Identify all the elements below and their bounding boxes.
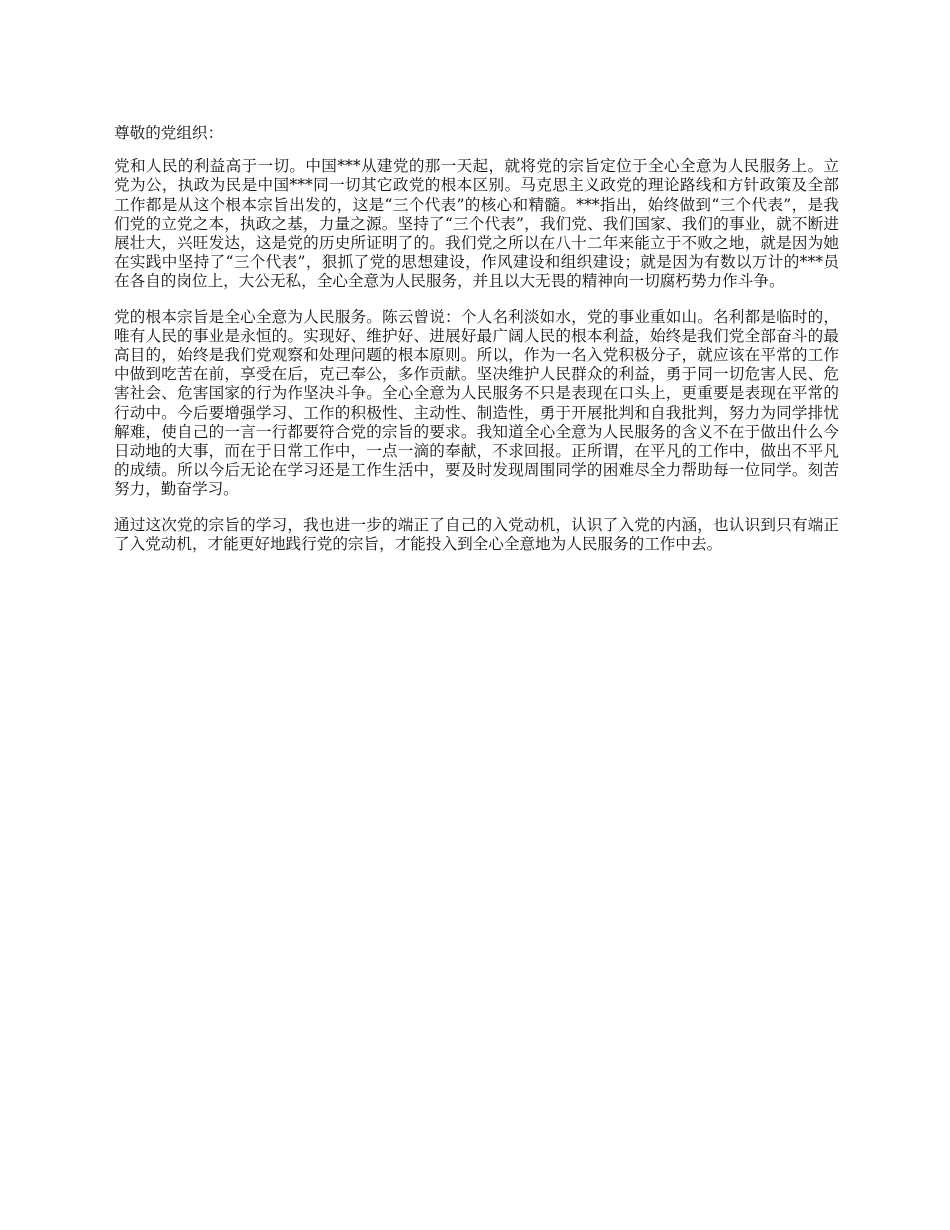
paragraph-2: 党的根本宗旨是全心全意为人民服务。陈云曾说：个人名利淡如水，党的事业重如山。名利都是临时的，唯有人民的事业是永恒的。实现好、维护好、进展好最广阔人民的根本利益，始终是我们党全部奋斗的最高目的，始终是我们党观察和处理问题的根本原则。所以，作为一名入党积极分子，就应该在平常的工作中做到吃苦在前，享受在后，克己奉公，多作贡献。坚决维护人民群众的利益，勇于同一切危害人民、危害社会、危害国家的行为作坚决斗争。全心全意为人民服务不只是表现在口头上，更重要是表现在平常的行动中。今后要增强学习、工作的积极性、主动性、制造性，勇于开展批判和自我批判，努力为同学排忧解难，使自己的一言一行都要符合党的宗旨的要求。我知道全心全意为人民服务的含义不在于做出什么今日动地的大事，而在于日常工作中，一点一滴的奉献，不求回报。正所谓，在平凡的工作中，做出不平凡的成绩。所以今后无论在学习还是工作生活中，要及时发现周围同学的困难尽全力帮助每一位同学。刻苦努力，勤奋学习。	[114, 307, 839, 499]
paragraph-3: 通过这次党的宗旨的学习，我也进一步的端正了自己的入党动机，认识了入党的内涵，也认识到只有端正了入党动机，才能更好地践行党的宗旨，才能投入到全心全意地为人民服务的工作中去。	[114, 515, 839, 553]
paragraph-1: 党和人民的利益高于一切。中国***从建党的那一天起，就将党的宗旨定位于全心全意为人民服务上。立党为公，执政为民是中国***同一切其它政党的根本区别。马克思主义政党的理论路线和方针政策及全部工作都是从这个根本宗旨出发的，这是“三个代表”的核心和精髓。***指出，始终做到“三个代表”，是我们党的立党之本，执政之基，力量之源。坚持了“三个代表”，我们党、我们国家、我们的事业，就不断进展壮大，兴旺发达，这是党的历史所证明了的。我们党之所以在八十二年来能立于不败之地，就是因为她在实践中坚持了“三个代表”，狠抓了党的思想建设，作风建设和组织建设；就是因为有数以万计的***员在各自的岗位上，大公无私，全心全意为人民服务，并且以大无畏的精神向一切腐朽势力作斗争。	[114, 157, 839, 291]
document-body	[114, 124, 839, 570]
salutation: 尊敬的党组织：	[114, 124, 224, 142]
